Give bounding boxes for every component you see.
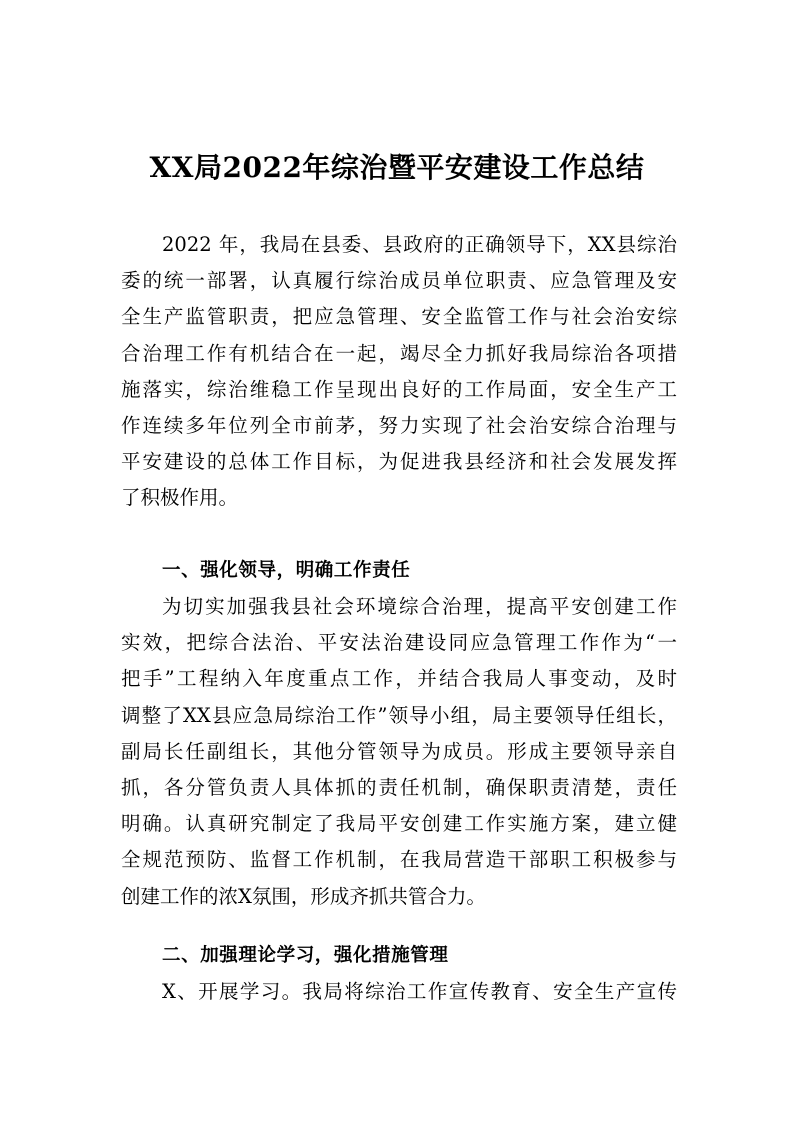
section-heading-2-block <box>121 938 677 974</box>
text-line: X、开展学习。我局将综治工作宣传教育、安全生产宣传 <box>162 980 677 1003</box>
document-title: XX局2022年综治暨平安建设工作总结 <box>149 151 645 184</box>
text-line: 施落实，综治维稳工作呈现出良好的工作局面，安全生产工 <box>121 377 677 401</box>
text-line: 合治理工作有机结合在一起，竭尽全力抓好我局综治各项措 <box>121 341 677 365</box>
text-line: 抓，各分管负责人具体抓的责任机制，确保职责清楚，责任 <box>121 776 677 800</box>
intro-paragraph <box>121 227 677 517</box>
section-1-paragraph <box>121 589 677 915</box>
section-heading: 二、加强理论学习，强化措施管理 <box>162 945 449 966</box>
section-heading-1-block <box>121 553 677 589</box>
text-line: 明确。认真研究制定了我局平安创建工作实施方案，建立健 <box>121 812 677 836</box>
text-line: 副局长任副组长，其他分管领导为成员。形成主要领导亲自 <box>121 739 677 763</box>
text-line: 把手”工程纳入年度重点工作，并结合我局人事变动，及时 <box>121 667 677 691</box>
text-line: 创建工作的浓X氛围，形成齐抓共管合力。 <box>121 884 486 908</box>
text-line: 全规范预防、监督工作机制，在我局营造干部职工积极参与 <box>121 848 677 872</box>
text-line: 全生产监管职责，把应急管理、安全监管工作与社会治安综 <box>121 305 677 329</box>
text-line: 了积极作用。 <box>121 486 239 510</box>
text-line: 2022 年，我局在县委、县政府的正确领导下，XX县综治 <box>162 233 677 256</box>
text-line: 为切实加强我县社会环境综合治理，提高平安创建工作 <box>162 595 677 618</box>
section-2-paragraph <box>121 974 677 1010</box>
text-line: 调整了XX县应急局综治工作”领导小组，局主要领导任组长， <box>121 703 677 727</box>
text-line: 实效，把综合法治、平安法治建设同应急管理工作作为“一 <box>121 631 677 655</box>
section-heading: 一、强化领导，明确工作责任 <box>162 560 411 581</box>
text-line: 作连续多年位列全市前茅，努力实现了社会治安综合治理与 <box>121 414 677 438</box>
text-line: 委的统一部署，认真履行综治成员单位职责、应急管理及安 <box>121 269 677 293</box>
text-line: 平安建设的总体工作目标，为促进我县经济和社会发展发挥 <box>121 450 677 474</box>
